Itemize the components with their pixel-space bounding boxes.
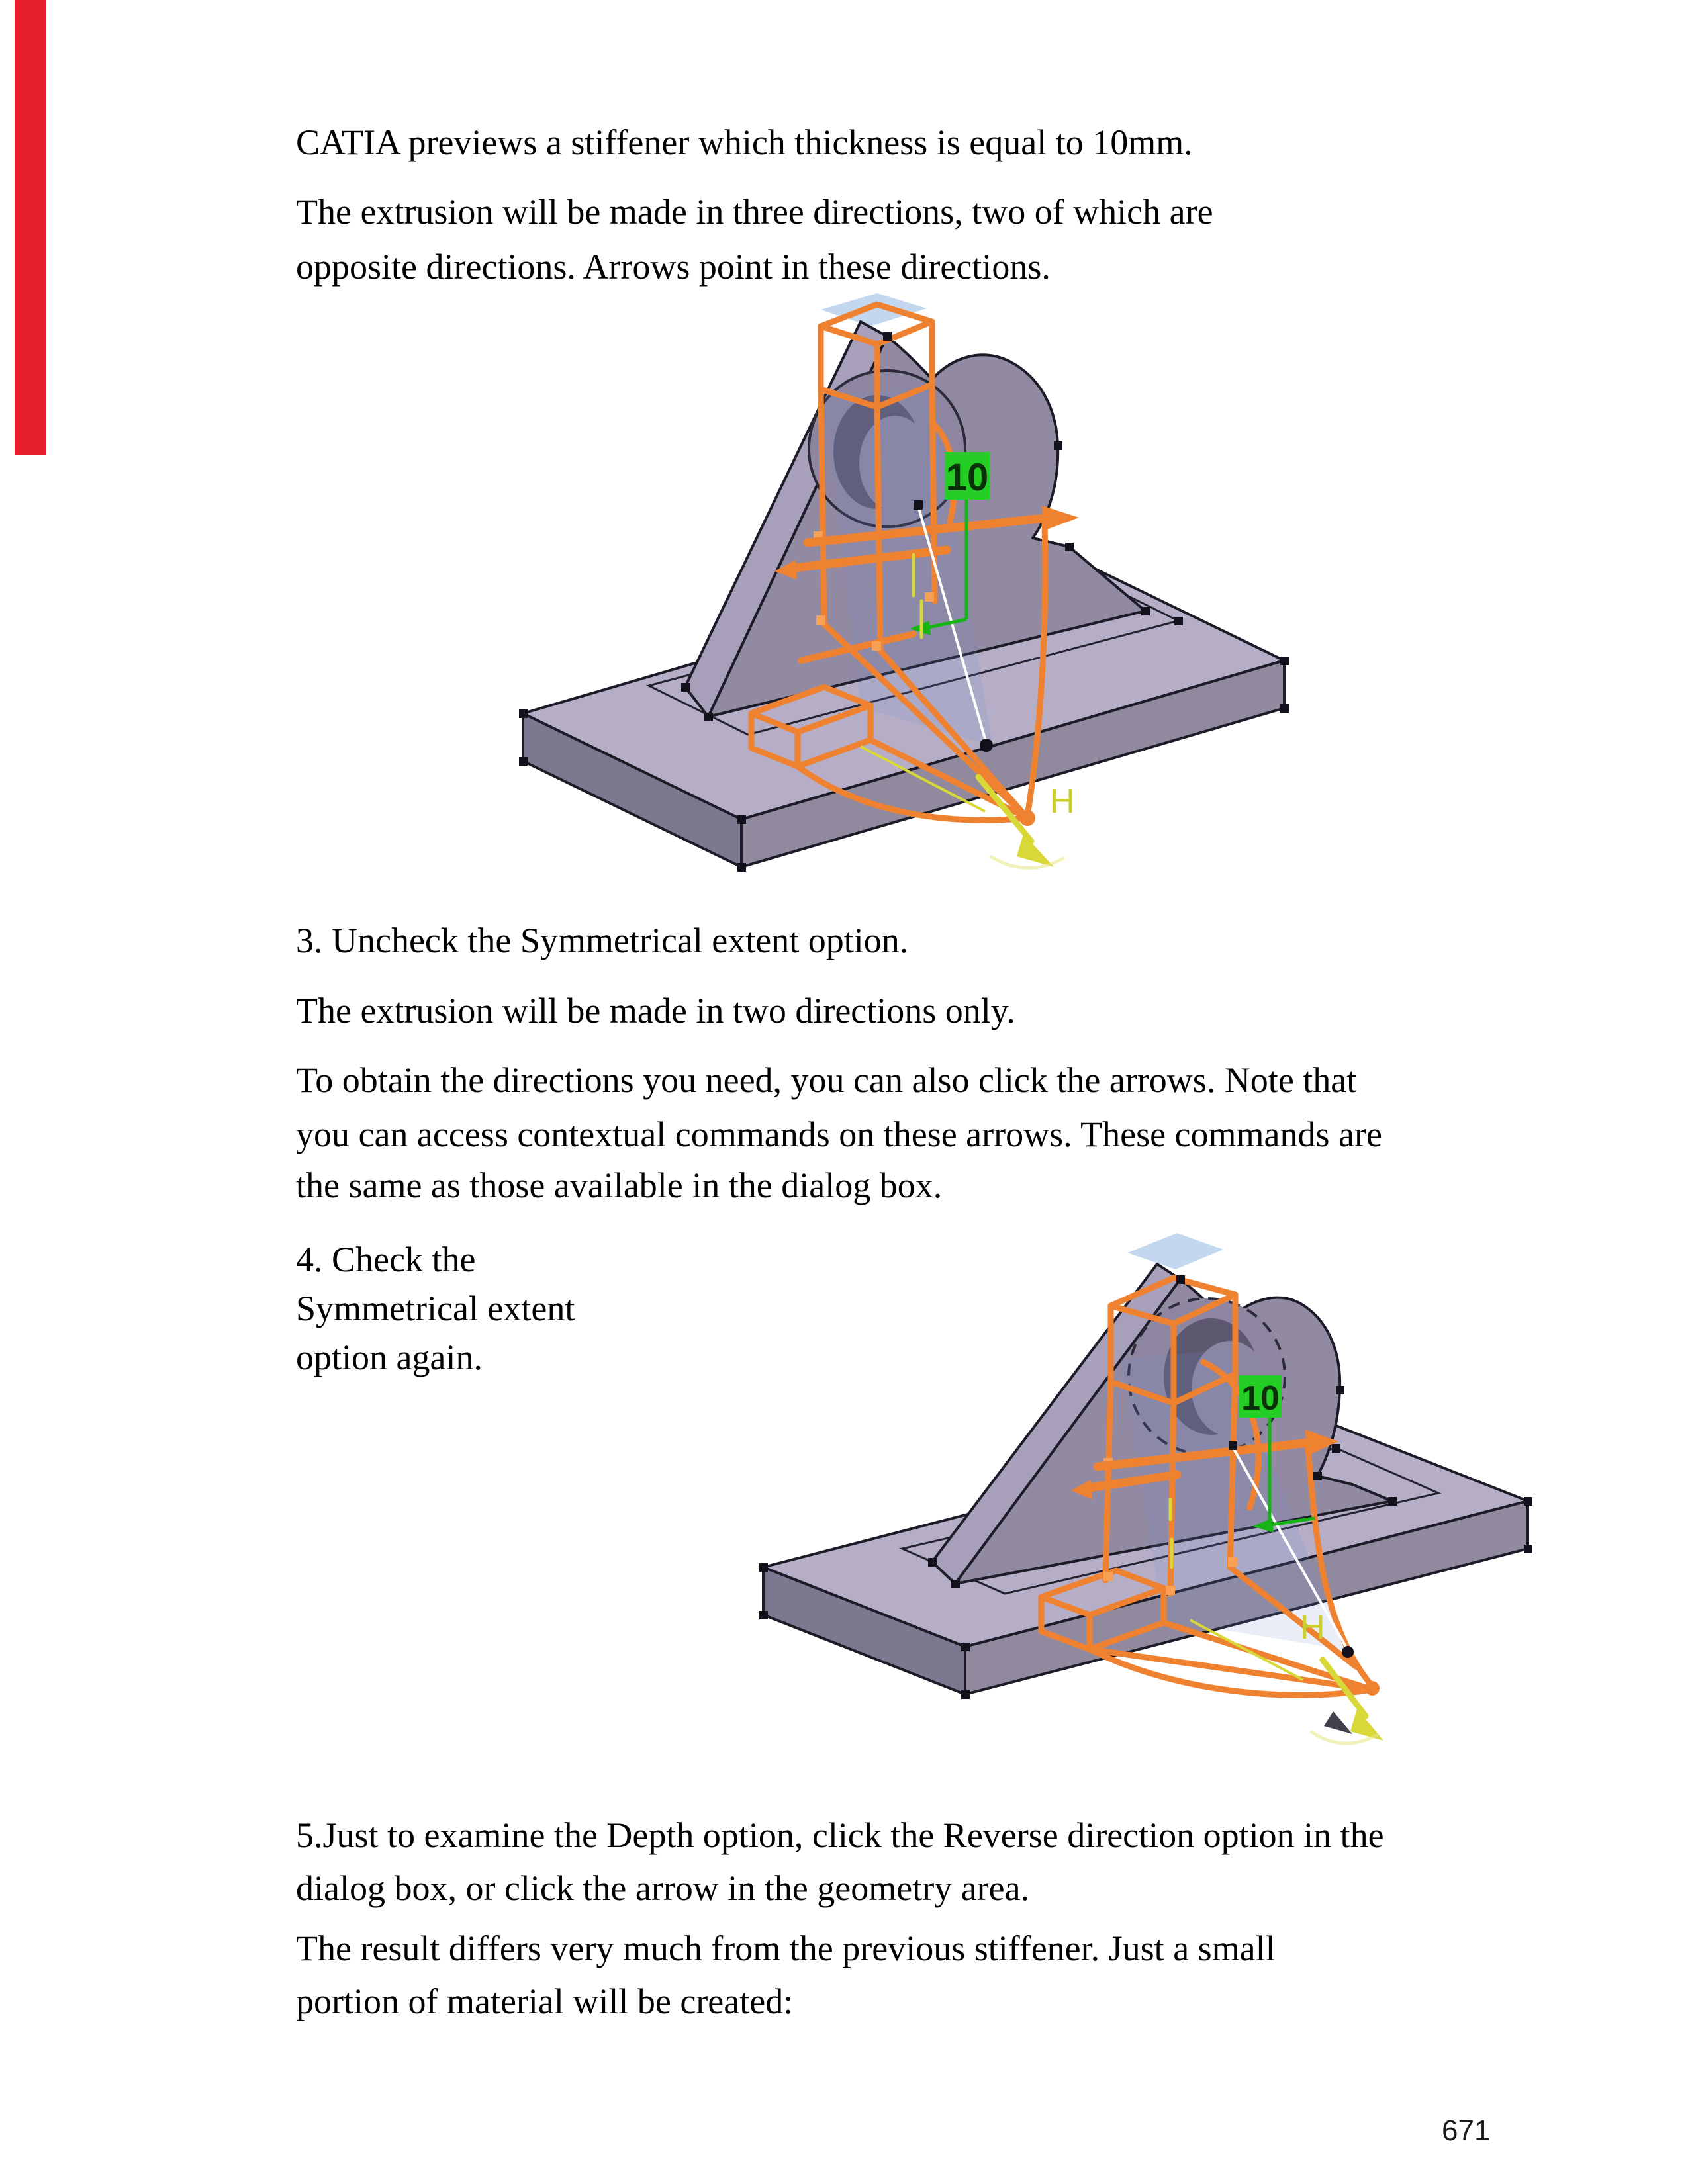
red-edge-stripe: [15, 0, 46, 455]
page-number: 671: [1442, 2115, 1491, 2147]
paragraph-intro: CATIA previews a stiffener which thickness is equal to 10mm.: [296, 122, 1193, 162]
step-3-instruction: 3. Uncheck the Symmetrical extent option.: [296, 921, 909, 960]
step-4-instruction-3: option again.: [296, 1338, 483, 1377]
paragraph-extrusion-2: opposite directions. Arrows point in these directions.: [296, 247, 1051, 287]
step-5-instruction-2: dialog box, or click the arrow in the geometry area.: [296, 1868, 1030, 1908]
step-5-instruction-1: 5.Just to examine the Depth option, click the Reverse direction option in the: [296, 1815, 1384, 1855]
step-4-instruction-2: Symmetrical extent: [296, 1289, 575, 1328]
paragraph-two-dir: The extrusion will be made in two directions only.: [296, 991, 1015, 1030]
sketch-plane-sliver: [1127, 1233, 1223, 1269]
paragraph-arrows-3: the same as those available in the dialog box.: [296, 1165, 943, 1205]
paragraph-arrows-1: To obtain the directions you need, you can also click the arrows. Note that: [296, 1060, 1357, 1100]
thickness-value-label: 10: [1241, 1379, 1280, 1418]
step-4-instruction-1: 4. Check the: [296, 1240, 476, 1279]
paragraph-arrows-2: you can access contextual commands on these arrows. These commands are: [296, 1115, 1382, 1154]
paragraph-result-1: The result differs very much from the previous stiffener. Just a small: [296, 1929, 1276, 1968]
paragraph-result-2: portion of material will be created:: [296, 1981, 794, 2021]
h-axis-label: H: [1050, 782, 1075, 821]
h-axis-label: H: [1300, 1608, 1325, 1647]
paragraph-extrusion-1: The extrusion will be made in three directions, two of which are: [296, 192, 1213, 232]
stiffener-preview-figure-2: [740, 1223, 1554, 1752]
thickness-value-label: 10: [945, 456, 989, 499]
stiffener-preview-figure-1: [490, 290, 1324, 872]
